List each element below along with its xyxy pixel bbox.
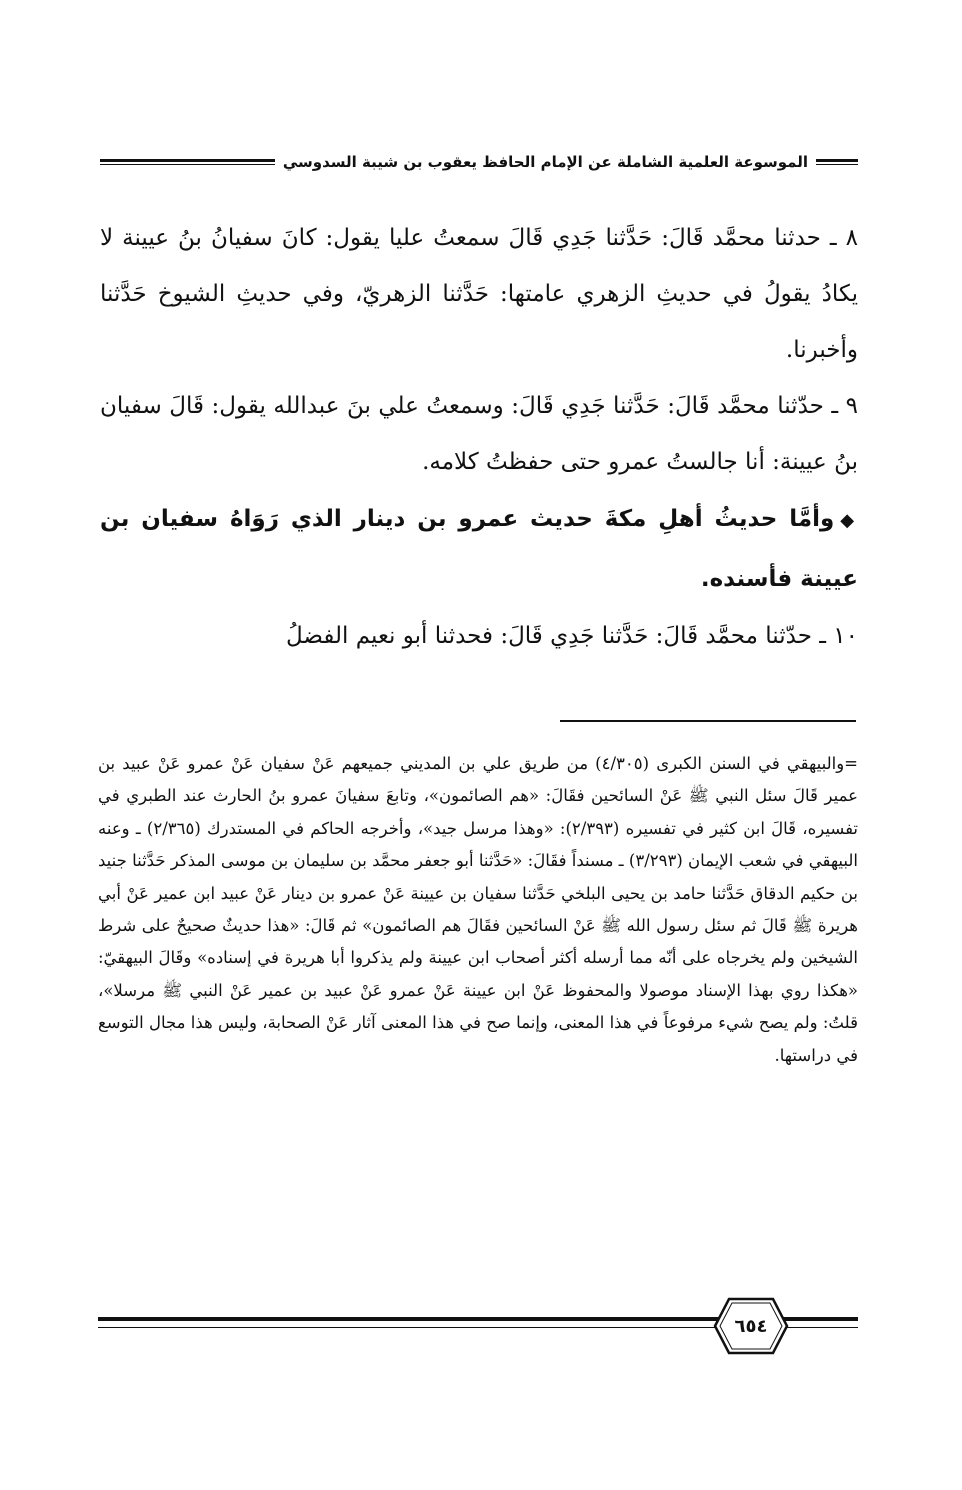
header-rule-left — [100, 159, 275, 165]
footnote-text: =والبيهقي في السنن الكبرى (٤/٣٠٥) من طريق علي بن المديني جميعهم عَنْ سفيان عَنْ عمرو عَنْ عبيد بن عمير قَالَ سئل النبي ﷺ عَنْ السائحين فقَالَ: «هم الصائمون»، وتابعَ سفيانَ عمرو بنُ الحارث عند الطبري في تفسيره، قَالَ ابن كثير في تفسيره (٢/٣٩٣): «وهذا مرسل جيد»، وأخرجه الحاكم في المستدرك (٢/٣٦٥) ـ وعنه البيهقي في شعب الإيمان (٣/٢٩٣) ـ مسنداً فقَالَ: «حَدَّثنا أبو جعفر محمَّد بن سليمان بن موسى المذكر حَدَّثنا جنيد بن حكيم الدقاق حَدَّثنا حامد بن يحيى البلخي حَدَّثنا سفيان بن عيينة عَنْ عمرو بن دينار عَنْ عبيد ابن عمير عَنْ أبي هريرة ﷺ قَالَ ثم سئل رسول الله ﷺ عَنْ السائحين فقَالَ هم الصائمون» ثم قَالَ: «هذا حديثٌ صحيحٌ على شرط الشيخين ولم يخرجاه على أنّه مما أرسله أكثر أصحاب ابن عيينة ولم يذكروا أبا هريرة في إسناده» وقَالَ البيهقيّ: «هكذا روي بهذا الإسناد موصولا والمحفوظ عَنْ ابن عيينة عَنْ عمرو عَنْ عبيد بن عمير عَنْ النبي ﷺ مرسلا»، قلتُ: ولم يصح شيء مرفوعاً في هذا المعنى، وإنما صح في هذا المعنى آثار عَنْ الصحابة، وليس هذا مجال التوسع في دراستها. — [98, 754, 859, 1065]
paragraph-8: ٨ ـ حدثنا محمَّد قَالَ: حَدَّثنا جَدِي قَالَ سمعتُ عليا يقول: كانَ سفيانُ بنُ عيينة لا يكادُ يقولُ في حديثِ الزهري عامتها: حَدَّثنا الزهريّ، وفي حديثِ الشيوخ حَدَّثنا وأخبرنا. — [100, 225, 858, 363]
page-number: ٦٥٤ — [734, 1315, 768, 1337]
header-rule-right — [816, 159, 858, 165]
paragraph-9: ٩ ـ حدّثنا محمَّد قَالَ: حَدَّثنا جَدِي قَالَ: وسمعتُ علي بنَ عبدالله يقول: قَالَ سفيان بنُ عيينة: أنا جالستُ عمرو حتى حفظتُ كلامه. — [100, 393, 858, 475]
footnote — [98, 748, 858, 1072]
diamond-bullet-icon: ◆ — [840, 510, 859, 531]
section-heading — [100, 490, 858, 608]
header-title: الموسوعة العلمية الشاملة عن الإمام الحافظ يعقوب بن شيبة السدوسي — [282, 153, 808, 171]
footnote-separator — [560, 720, 856, 722]
paragraph-10: ١٠ ـ حدّثنا محمَّد قَالَ: حَدَّثنا جَدِي قَالَ: فحدثنا أبو نعيم الفضلُ — [286, 623, 858, 649]
main-text — [100, 210, 858, 664]
running-header — [100, 150, 858, 174]
page-number-frame — [713, 1297, 789, 1355]
section-heading-text: وأمَّا حديثُ أهلِ مكةَ حديث عمرو بن دينار الذي رَوَاهُ سفيان بن عيينة فأسنده. — [100, 506, 858, 592]
